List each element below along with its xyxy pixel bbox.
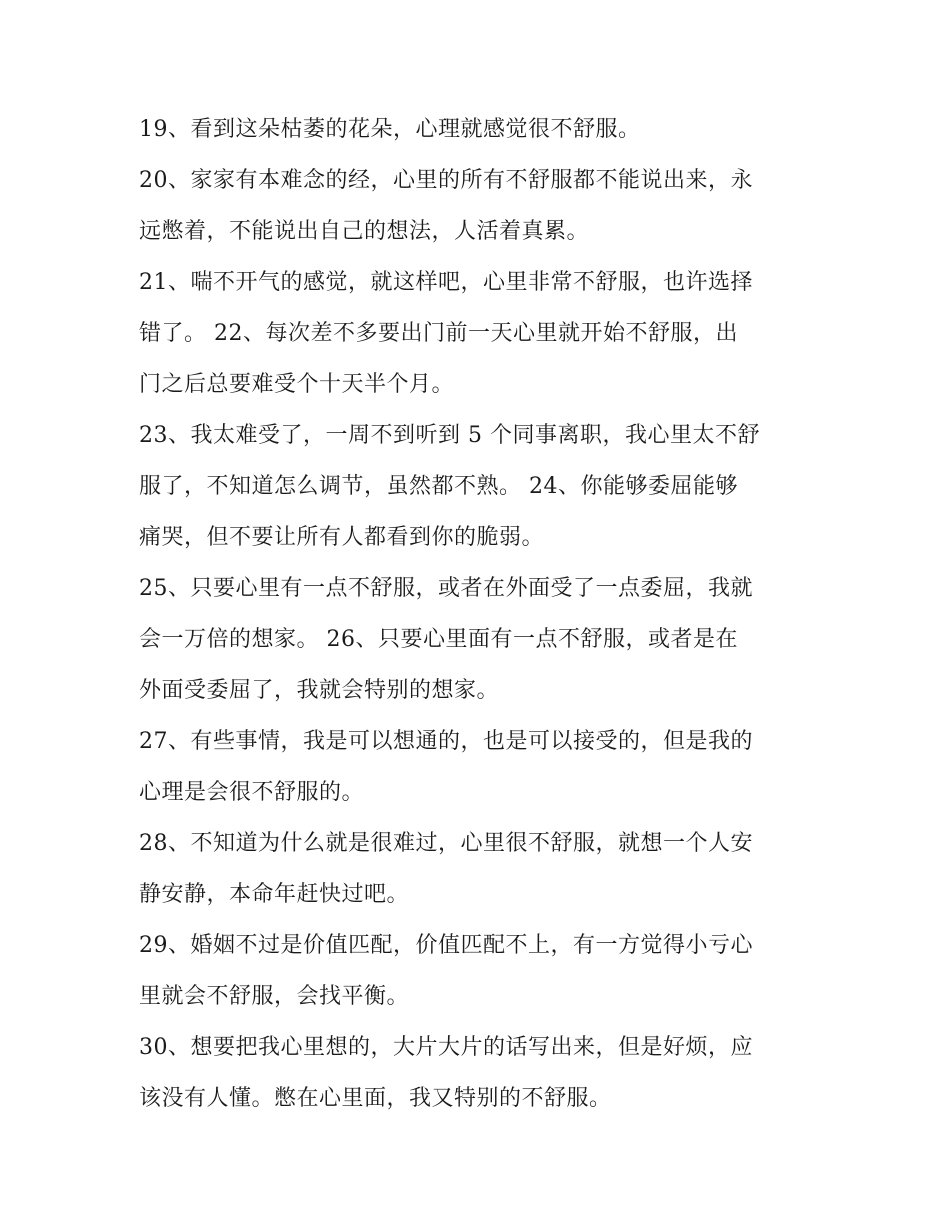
paragraph-29: 29、婚姻不过是价值匹配，价值匹配不上，有一方觉得小亏心 里就会不舒服，会找平衡。 <box>139 933 753 1009</box>
paragraph-21-22: 21、喘不开气的感觉，就这样吧，心里非常不舒服，也许选择 错了。 22、每次差不多要出门前一天心里就开始不舒服，出 门之后总要难受个十天半个月。 <box>139 270 753 397</box>
paragraph-28: 28、不知道为什么就是很难过，心里很不舒服，就想一个人安 静安静，本命年赶快过吧。 <box>139 831 753 907</box>
paragraph-27: 27、有些事情，我是可以想通的，也是可以接受的，但是我的 心理是会很不舒服的。 <box>139 729 753 805</box>
paragraph-25-26: 25、只要心里有一点不舒服，或者在外面受了一点委屈，我就 会一万倍的想家。 26、只要心里面有一点不舒服，或者是在 外面受委屈了，我就会特别的想家。 <box>139 576 753 703</box>
document-body <box>139 104 819 1124</box>
paragraph-30: 30、想要把我心里想的，大片大片的话写出来，但是好烦，应 该没有人懂。憋在心里面，我又特别的不舒服。 <box>139 1035 753 1111</box>
paragraph-19: 19、看到这朵枯萎的花朵，心理就感觉很不舒服。 <box>139 117 641 142</box>
paragraph-20: 20、家家有本难念的经，心里的所有不舒服都不能说出来，永 远憋着，不能说出自己的想法，人活着真累。 <box>139 168 753 244</box>
paragraph-23-24: 23、我太难受了，一周不到听到 5 个同事离职，我心里太不舒 服了，不知道怎么调节，虽然都不熟。 24、你能够委屈能够 痛哭，但不要让所有人都看到你的脆弱。 <box>139 423 760 550</box>
